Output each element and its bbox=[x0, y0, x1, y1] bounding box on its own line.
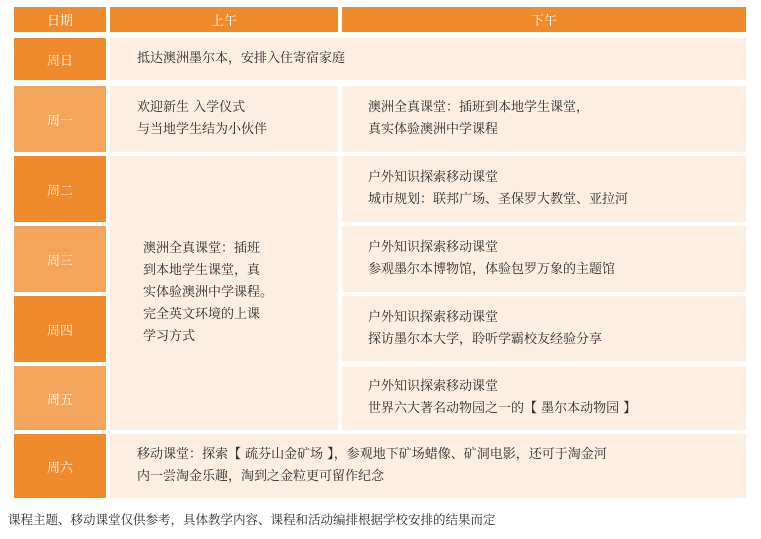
schedule-line: 探访墨尔本大学，聆听学霸校友经验分享 bbox=[368, 332, 603, 347]
header-day-label: 日期 bbox=[46, 14, 73, 29]
header-pm bbox=[342, 7, 746, 32]
schedule-line: 学习方式 bbox=[143, 329, 196, 344]
header-am bbox=[110, 7, 338, 32]
monday-pm bbox=[342, 86, 746, 152]
day-tuesday bbox=[14, 156, 106, 222]
schedule-line: 澳洲全真课堂：插班到本地学生课堂， bbox=[368, 100, 590, 115]
wednesday-pm bbox=[342, 226, 746, 292]
friday-pm bbox=[342, 366, 746, 430]
schedule-line: 真实体验澳洲中学课程 bbox=[368, 122, 499, 137]
day-label: 周四 bbox=[46, 323, 73, 339]
saturday-schedule bbox=[110, 434, 746, 498]
schedule-line: 内一尝淘金乐趣，淘到之金粒更可留作纪念 bbox=[137, 469, 385, 484]
footnote: 课程主题、移动课堂仅供参考，具体教学内容、课程和活动编排根据学校安排的结果而定 bbox=[8, 512, 496, 527]
schedule-line: 与当地学生结为小伙伴 bbox=[137, 122, 268, 137]
header-pm-label: 下午 bbox=[530, 14, 557, 29]
schedule-line: 抵达澳洲墨尔本，安排入住寄宿家庭 bbox=[137, 51, 346, 66]
day-wednesday bbox=[14, 226, 106, 292]
day-saturday bbox=[14, 434, 106, 498]
day-label: 周三 bbox=[46, 253, 73, 269]
schedule-line: 参观墨尔本博物馆，体验包罗万象的主题馆 bbox=[368, 262, 616, 277]
header-day bbox=[14, 7, 106, 32]
day-label: 周六 bbox=[46, 460, 73, 476]
schedule-line: 实体验澳洲中学课程。 bbox=[143, 285, 274, 300]
schedule-line: 移动课堂：探索【 疏芬山金矿场 】，参观地下矿场蜡像、矿洞电影，还可于淘金河 bbox=[137, 447, 607, 462]
thursday-pm bbox=[342, 296, 746, 362]
schedule-line: 户外知识探索移动课堂 bbox=[368, 170, 499, 185]
sunday-schedule bbox=[110, 38, 746, 80]
schedule-line: 澳洲全真课堂：插班 bbox=[143, 241, 261, 256]
day-label: 周一 bbox=[46, 113, 73, 129]
schedule-line: 到本地学生课堂，真 bbox=[143, 263, 261, 278]
schedule-line: 城市规划：联邦广场、圣保罗大教堂、亚拉河 bbox=[368, 192, 629, 207]
day-monday bbox=[14, 86, 106, 152]
header-am-label: 上午 bbox=[210, 14, 237, 29]
tuesday-pm bbox=[342, 156, 746, 222]
schedule-line: 户外知识探索移动课堂 bbox=[368, 240, 499, 255]
schedule-line: 完全英文环境的上课 bbox=[143, 307, 261, 322]
day-label: 周五 bbox=[46, 392, 73, 408]
schedule-line: 户外知识探索移动课堂 bbox=[368, 310, 499, 325]
day-label: 周日 bbox=[46, 53, 73, 69]
schedule-line: 世界六大著名动物园之一的【 墨尔本动物园 】 bbox=[368, 401, 637, 416]
day-thursday bbox=[14, 296, 106, 362]
monday-am bbox=[110, 86, 338, 152]
day-sunday bbox=[14, 38, 106, 80]
schedule-line: 欢迎新生 入学仪式 bbox=[137, 100, 246, 115]
day-label: 周二 bbox=[46, 183, 73, 199]
day-friday bbox=[14, 366, 106, 430]
tue-fri-am-block bbox=[110, 156, 338, 430]
schedule-line: 户外知识探索移动课堂 bbox=[368, 379, 499, 394]
